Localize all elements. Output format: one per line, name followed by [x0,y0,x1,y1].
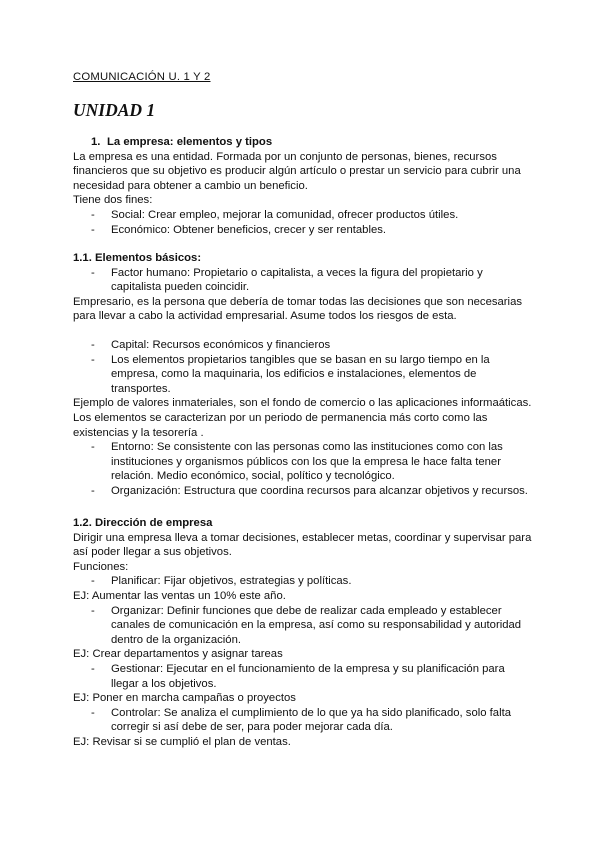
section-1-intro: La empresa es una entidad. Formada por un conjunto de personas, bienes, recursos financieros que su objetivo es producir algún artículo o prestar un servicio para cubrir una necesidad para obtener a cambio un beneficio. [73,150,521,192]
example-line: EJ: Aumentar las ventas un 10% este año. [73,589,286,602]
section-1-heading [73,135,533,150]
unit-title: UNIDAD 1 [73,100,156,120]
example-line: EJ: Revisar si se cumplió el plan de ventas. [73,735,291,748]
list-item: - Los elementos propietarios tangibles que se basan en su largo tiempo en la empresa, como la maquinaria, los edificios e instalaciones, elementos de transportes. [91,353,490,395]
section-1-number: 1. [91,136,101,148]
list-item: - Entorno: Se consistente con las personas como las instituciones como con las instituciones y organismos públicos con los que la empresa le hace falta tener relación. Medio económico, social, político y tecnológico. [91,441,503,483]
capital-list [73,338,533,396]
example-line: EJ: Poner en marcha campañas o proyectos [73,692,296,705]
funciones-label: Funciones: [73,560,129,573]
capital-block [73,338,533,499]
section-1-1-title: 1.1. Elementos básicos: [73,252,202,264]
section-1-2-title: 1.2. Dirección de empresa [73,517,213,529]
ejemplo-paragraph: Ejemplo de valores inmateriales, son el fondo de comercio o las aplicaciones informaáticas. Los elementos se caracterizan por un periodo de permanencia más corto como las existencias y la tesorería . [73,397,532,439]
document-header: COMUNICACIÓN U. 1 Y 2 [73,71,211,83]
list-item: - Gestionar: Ejecutar en el funcionamiento de la empresa y su planificación para llegar a los objetivos. [91,662,505,690]
list-item: - Controlar: Se analiza el cumplimiento de lo que ya ha sido planificado, solo falta corregir si así debe de ser, para poder mejorar cada día. [91,706,512,734]
section-1-2 [73,516,533,750]
list-item: - Capital: Recursos económicos y financieros [91,339,331,351]
list-item: - Planificar: Fijar objetivos, estrategias y políticas. [91,575,352,588]
section-1-2-intro: Dirigir una empresa lleva a tomar decisiones, establecer metas, coordinar y supervisar para así poder llegar a sus objetivos. [73,531,532,559]
factor-list [73,266,533,295]
list-item: - Factor humano: Propietario o capitalista, a veces la figura del propietario y capitalista pueden coincidir. [91,266,483,294]
list-item: - Organización: Estructura que coordina recursos para alcanzar objetivos y recursos. [91,484,528,497]
entorno-list [73,440,533,498]
fines-label: Tiene dos fines: [73,194,153,207]
section-1-title: La empresa: elementos y tipos [107,136,273,148]
fines-list [73,208,533,237]
section-1 [73,135,533,237]
list-item: - Social: Crear empleo, mejorar la comunidad, ofrecer productos útiles. [91,208,459,221]
list-item: - Organizar: Definir funciones que debe de realizar cada empleado y establecer canales de comunicación en la empresa, así como su responsabilidad y autoridad dentro de la organización. [91,604,522,646]
section-1-1 [73,251,533,324]
list-item: - Económico: Obtener beneficios, crecer y ser rentables. [91,223,387,236]
empresario-paragraph: Empresario, es la persona que debería de tomar todas las decisiones que son necesarias para llevar a cabo la actividad empresarial. Asume todos los riesgos de esta. [73,295,523,323]
example-line: EJ: Crear departamentos y asignar tareas [73,648,283,661]
